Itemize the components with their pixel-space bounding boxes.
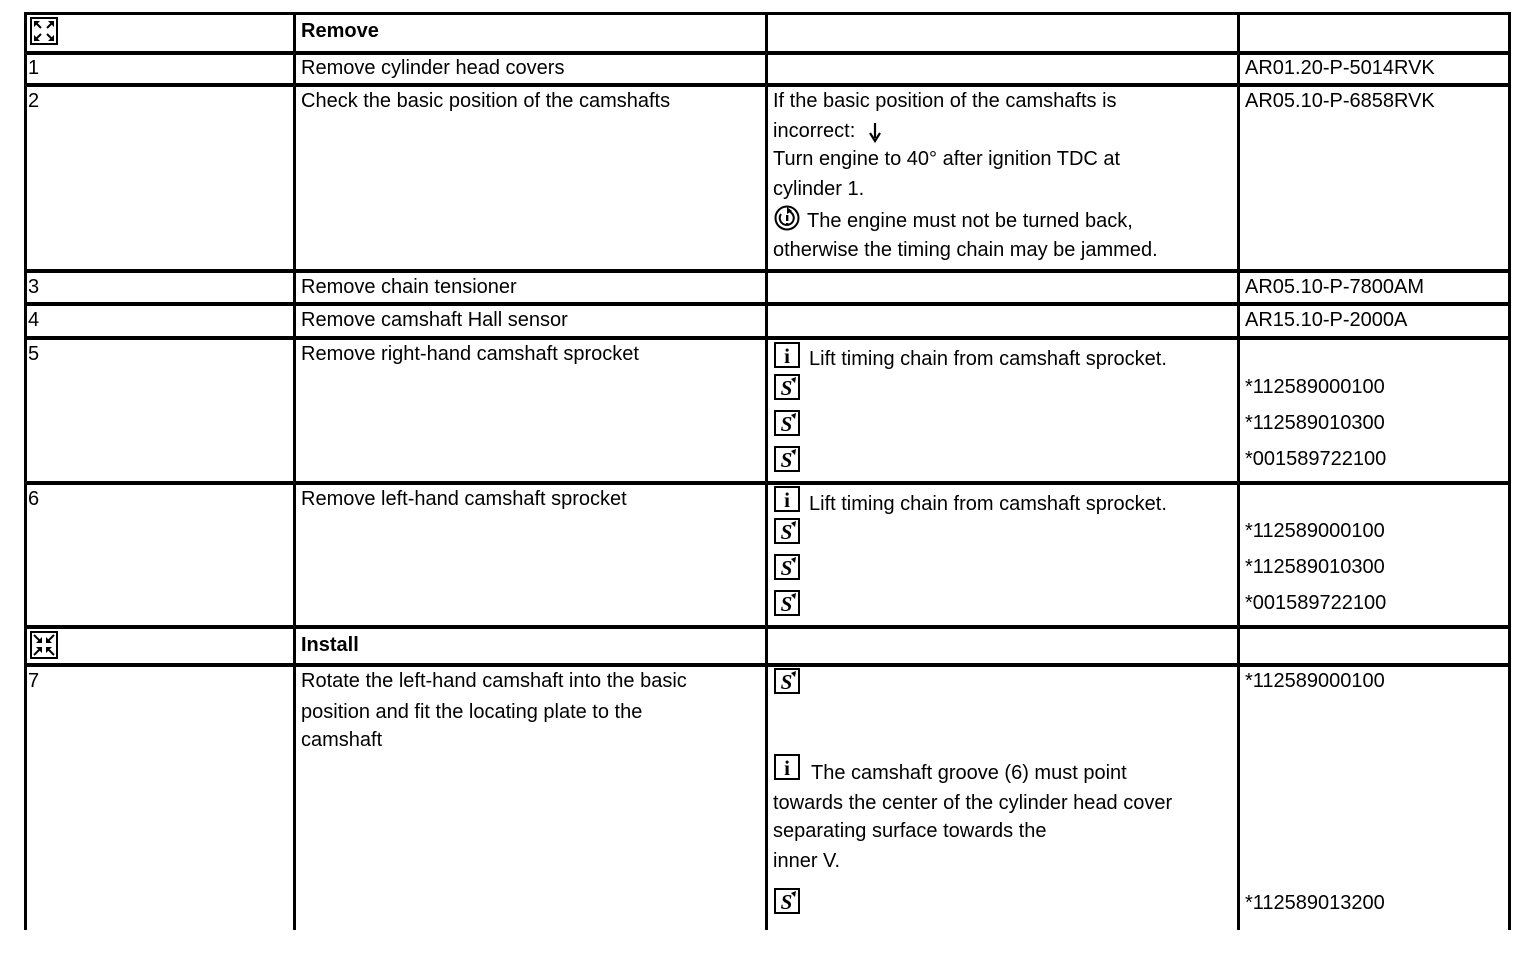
- tool-number: *112589000100: [1245, 520, 1385, 542]
- install-arrows-icon: [30, 631, 58, 659]
- table-rule: [24, 12, 27, 930]
- step-description: Remove cylinder head covers: [301, 57, 565, 79]
- tool-number: *112589010300: [1245, 412, 1385, 434]
- info-note: towards the center of the cylinder head cover: [773, 792, 1173, 814]
- step-number: 6: [28, 488, 40, 510]
- info-note: separating surface towards the: [773, 820, 1047, 842]
- special-tool-icon: [774, 374, 800, 400]
- down-arrow-icon: [867, 121, 883, 143]
- step-description: Remove right-hand camshaft sprocket: [301, 343, 639, 365]
- instruction-text: cylinder 1.: [773, 178, 865, 200]
- table-rule: [765, 12, 768, 930]
- caution-icon: [773, 204, 801, 232]
- tool-number: *001589722100: [1245, 592, 1387, 614]
- condition-note: If the basic position of the camshafts is: [773, 90, 1117, 112]
- special-tool-icon: [774, 446, 800, 472]
- document-reference: AR05.10-P-6858RVK: [1245, 90, 1435, 112]
- step-number: 7: [28, 670, 40, 692]
- section-title-install: Install: [301, 634, 359, 656]
- tool-number: *112589000100: [1245, 670, 1385, 692]
- step-description: position and fit the locating plate to the: [301, 701, 643, 723]
- document-reference: AR15.10-P-2000A: [1245, 309, 1408, 331]
- info-note: Lift timing chain from camshaft sprocket.: [809, 348, 1167, 370]
- condition-note: [773, 116, 883, 146]
- table-rule: [1508, 12, 1511, 930]
- document-reference: AR01.20-P-5014RVK: [1245, 57, 1435, 79]
- caution-text: The engine must not be turned back,: [807, 210, 1133, 232]
- step-number: 4: [28, 309, 40, 331]
- step-description: Remove chain tensioner: [301, 276, 517, 298]
- condition-note-text: incorrect:: [773, 120, 856, 142]
- tool-number: *001589722100: [1245, 448, 1387, 470]
- step-description: Check the basic position of the camshafts: [301, 90, 671, 112]
- special-tool-icon: [774, 888, 800, 914]
- table-rule: [293, 12, 296, 930]
- instruction-text: Turn engine to 40° after ignition TDC at: [773, 148, 1121, 170]
- section-title-remove: Remove: [301, 20, 379, 42]
- special-tool-icon: [774, 410, 800, 436]
- caution-note: [773, 206, 1133, 236]
- info-note: The camshaft groove (6) must point: [811, 762, 1127, 784]
- info-icon: [774, 342, 800, 368]
- caution-text: otherwise the timing chain may be jammed.: [773, 239, 1158, 261]
- special-tool-icon: [774, 668, 800, 694]
- special-tool-icon: [774, 518, 800, 544]
- tool-number: *112589000100: [1245, 376, 1385, 398]
- step-description: Remove camshaft Hall sensor: [301, 309, 568, 331]
- tool-number: *112589013200: [1245, 892, 1385, 914]
- table-rule: [1237, 12, 1240, 930]
- step-description: Rotate the left-hand camshaft into the basic: [301, 670, 687, 692]
- tool-number: *112589010300: [1245, 556, 1385, 578]
- step-number: 5: [28, 343, 40, 365]
- step-number: 3: [28, 276, 40, 298]
- info-note: Lift timing chain from camshaft sprocket.: [809, 493, 1167, 515]
- info-note: inner V.: [773, 850, 841, 872]
- info-icon: [774, 754, 800, 780]
- special-tool-icon: [774, 554, 800, 580]
- step-description: camshaft: [301, 729, 383, 751]
- step-number: 1: [28, 57, 40, 79]
- step-description: Remove left-hand camshaft sprocket: [301, 488, 627, 510]
- step-number: 2: [28, 90, 40, 112]
- document-reference: AR05.10-P-7800AM: [1245, 276, 1424, 298]
- info-icon: [774, 486, 800, 512]
- special-tool-icon: [774, 590, 800, 616]
- remove-arrows-icon: [30, 17, 58, 45]
